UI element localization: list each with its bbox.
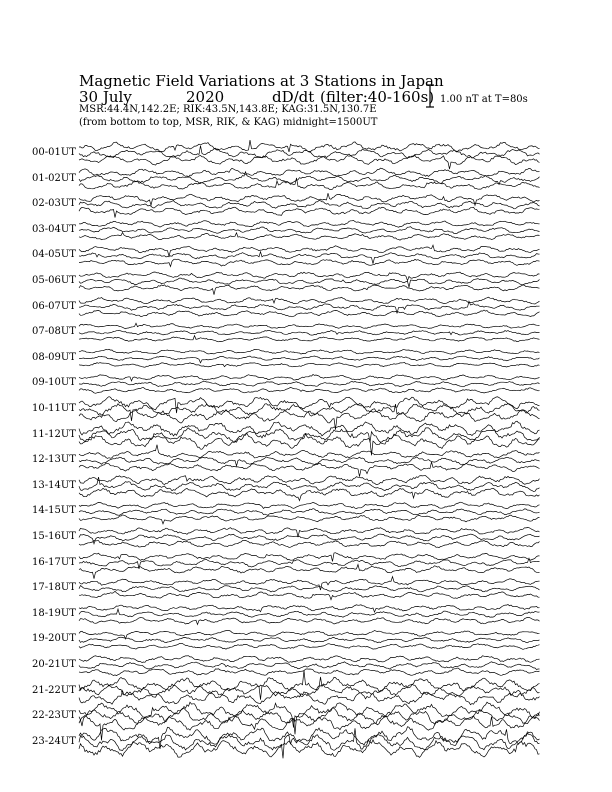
trace-19-20UT-RIK (79, 637, 540, 643)
trace-18-19UT-RIK (79, 609, 540, 617)
hour-label-06-07UT: 06-07UT (32, 300, 76, 312)
trace-16-17UT-KAG (79, 553, 540, 562)
trace-09-10UT-KAG (79, 375, 540, 381)
trace-01-02UT-KAG (79, 168, 540, 177)
hour-label-15-16UT: 15-16UT (32, 531, 76, 542)
trace-10-11UT-MSR (79, 409, 540, 430)
trace-12-13UT-MSR (79, 462, 540, 477)
hour-label-09-10UT: 09-10UT (32, 377, 76, 389)
trace-12-13UT-KAG (79, 445, 540, 459)
hour-label-23-24UT: 23-24UT (32, 735, 76, 747)
trace-23-24UT-RIK (79, 728, 540, 758)
trace-order-note: (from bottom to top, MSR, RIK, & KAG) midnight=1500UT (79, 117, 378, 128)
trace-02-03UT-MSR (79, 207, 540, 217)
trace-05-06UT-KAG (79, 272, 540, 281)
trace-09-10UT-RIK (79, 381, 540, 387)
trace-09-10UT-MSR (79, 387, 540, 393)
hour-label-07-08UT: 07-08UT (32, 326, 76, 338)
hour-label-21-22UT: 21-22UT (32, 684, 76, 696)
trace-06-07UT-KAG (79, 297, 540, 304)
trace-13-14UT-KAG (79, 476, 540, 485)
trace-07-08UT-KAG (79, 323, 540, 329)
hour-label-03-04UT: 03-04UT (32, 223, 76, 235)
trace-08-09UT-KAG (79, 349, 540, 354)
hour-label-00-01UT: 00-01UT (32, 147, 76, 158)
hour-label-20-21UT: 20-21UT (32, 659, 76, 670)
trace-06-07UT-MSR (79, 310, 540, 317)
trace-04-05UT-MSR (79, 259, 540, 266)
hour-label-02-03UT: 02-03UT (32, 198, 76, 210)
trace-03-04UT-KAG (79, 220, 540, 227)
trace-08-09UT-RIK (79, 356, 540, 363)
date-year: 2020 (186, 88, 225, 106)
trace-03-04UT-RIK (79, 227, 540, 234)
hour-label-01-02UT: 01-02UT (32, 172, 76, 184)
trace-14-15UT-KAG (79, 502, 540, 508)
hour-label-12-13UT: 12-13UT (32, 454, 76, 466)
trace-11-12UT-KAG (79, 421, 540, 436)
trace-18-19UT-MSR (79, 617, 540, 624)
trace-17-18UT-MSR (79, 591, 540, 599)
trace-11-12UT-RIK (79, 428, 540, 443)
hour-label-19-20UT: 19-20UT (32, 633, 76, 645)
trace-21-22UT-KAG (79, 670, 540, 691)
trace-group (79, 140, 540, 758)
trace-18-19UT-KAG (79, 605, 540, 613)
trace-16-17UT-RIK (79, 558, 540, 569)
trace-07-08UT-RIK (79, 330, 540, 335)
hour-label-10-11UT: 10-11UT (32, 403, 76, 414)
trace-16-17UT-MSR (79, 565, 540, 579)
trace-05-06UT-MSR (79, 285, 540, 295)
trace-19-20UT-KAG (79, 631, 540, 639)
filter-label: (filter:40-160s) (320, 88, 435, 106)
hour-label-04-05UT: 04-05UT (32, 249, 76, 261)
trace-14-15UT-MSR (79, 515, 540, 524)
hour-label-16-17UT: 16-17UT (32, 556, 76, 568)
trace-04-05UT-KAG (79, 245, 540, 256)
trace-00-01UT-MSR (79, 155, 540, 169)
trace-15-16UT-MSR (79, 540, 540, 547)
trace-11-12UT-MSR (79, 434, 540, 456)
hour-label-22-23UT: 22-23UT (32, 710, 76, 722)
trace-08-09UT-MSR (79, 363, 540, 368)
hour-label-13-14UT: 13-14UT (32, 479, 76, 491)
hour-label-17-18UT: 17-18UT (32, 582, 76, 594)
scale-bar-label: 1.00 nT at T=80s (440, 94, 528, 105)
trace-22-23UT-KAG (79, 702, 540, 727)
trace-03-04UT-MSR (79, 233, 540, 241)
trace-04-05UT-RIK (79, 252, 540, 264)
trace-07-08UT-MSR (79, 336, 540, 342)
trace-02-03UT-KAG (79, 193, 540, 205)
trace-00-01UT-KAG (79, 140, 540, 152)
trace-15-16UT-KAG (79, 528, 540, 538)
hour-label-05-06UT: 05-06UT (32, 275, 76, 286)
station-coordinates: MSR:44.4N,142.2E; RIK:43.5N,143.8E; KAG:31.5N,130.7E (79, 104, 377, 115)
trace-21-22UT-MSR (79, 690, 540, 704)
hour-label-18-19UT: 18-19UT (32, 607, 76, 619)
trace-21-22UT-RIK (79, 684, 540, 700)
hour-label-08-09UT: 08-09UT (32, 351, 76, 363)
trace-17-18UT-RIK (79, 586, 540, 592)
trace-19-20UT-MSR (79, 643, 540, 649)
chart-title: Magnetic Field Variations at 3 Stations in Japan (79, 72, 444, 90)
trace-20-21UT-RIK (79, 662, 540, 670)
hour-label-14-15UT: 14-15UT (32, 505, 76, 517)
quantity-label: dD/dt (272, 88, 315, 106)
trace-14-15UT-RIK (79, 509, 540, 516)
hour-label-11-12UT: 11-12UT (32, 428, 76, 440)
date-day: 30 July (79, 88, 132, 106)
trace-20-21UT-KAG (79, 656, 540, 663)
